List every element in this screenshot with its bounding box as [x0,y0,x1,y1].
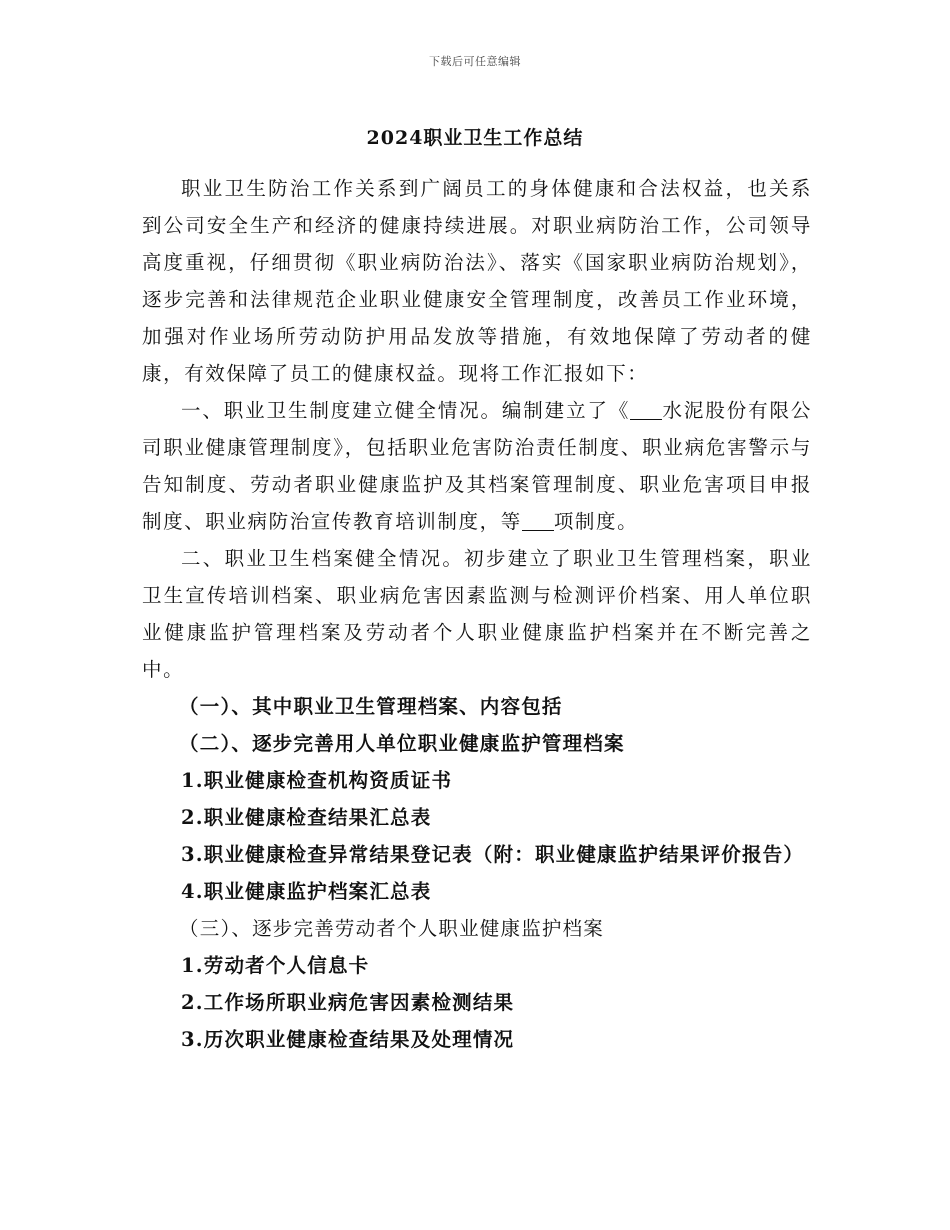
document-body [142,170,812,1058]
subsection-2-heading: （二）、逐步完善用人单位职业健康监护管理档案 [179,732,625,755]
fill-in-blank [630,399,662,420]
section-1-text-c: 项制度。 [553,510,639,533]
section-2-paragraph: 二、职业卫生档案健全情况。初步建立了职业卫生管理档案，职业卫生宣传培训档案、职业病危害因素监测与检测评价档案、用人单位职业健康监护管理档案及劳动者个人职业健康监护档案并在不断完善之中。 [142,547,812,681]
subsection-3-heading: （三）、逐步完善劳动者个人职业健康监护档案 [179,917,604,940]
section-1-paragraph [142,392,812,540]
list-item: 4.职业健康监护档案汇总表 [181,880,432,903]
document-title: 2024职业卫生工作总结 [366,127,584,149]
section-1-text-a: 一、职业卫生制度建立健全情况。编制建立了《 [181,399,631,422]
list-item: 1.劳动者个人信息卡 [181,954,370,977]
subsection-1-heading: （一）、其中职业卫生管理档案、内容包括 [179,695,563,718]
list-item: 3.职业健康检查异常结果登记表（附：职业健康监护结果评价报告） [181,843,805,866]
section-1-text-b: 水泥股份有限公司职业健康管理制度》，包括职业危害防治责任制度、职业病危害警示与告知制度、劳动者职业健康监护及其档案管理制度、职业危害项目申报制度、职业病防治宣传教育培训制度，等 [142,399,812,533]
list-item: 2.工作场所职业病危害因素检测结果 [181,991,515,1014]
intro-paragraph: 职业卫生防治工作关系到广阔员工的身体健康和合法权益，也关系到公司安全生产和经济的健康持续进展。对职业病防治工作，公司领导高度重视，仔细贯彻《职业病防治法》、落实《国家职业病防治规划》，逐步完善和法律规范企业职业健康安全管理制度，改善员工作业环境，加强对作业场所劳动防护用品发放等措施，有效地保障了劳动者的健康，有效保障了员工的健康权益。现将工作汇报如下： [142,177,812,385]
list-item: 1.职业健康检查机构资质证书 [181,769,453,792]
list-item: 3.历次职业健康检查结果及处理情况 [181,1028,515,1051]
list-item: 2.职业健康检查结果汇总表 [181,806,432,829]
header-note: 下载后可任意编辑 [429,55,521,68]
fill-in-blank [522,510,554,531]
